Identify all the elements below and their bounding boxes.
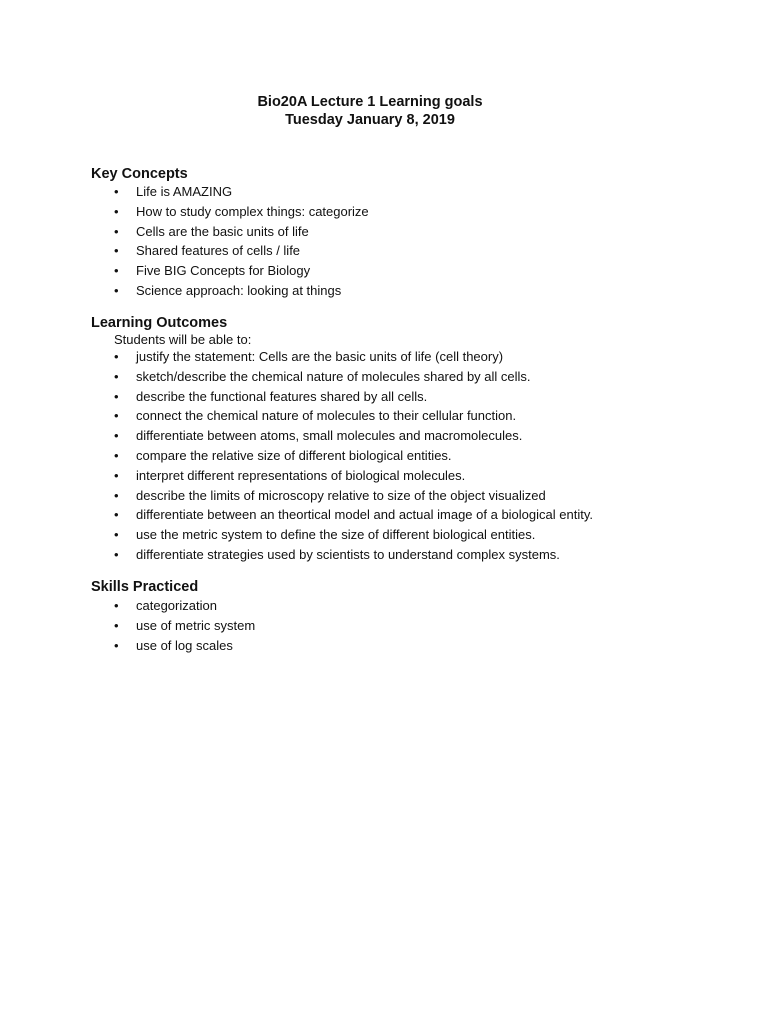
list-item: • differentiate strategies used by scientists to understand complex systems. <box>0 545 740 565</box>
skills-practiced-list <box>0 596 740 655</box>
list-item: • use of metric system <box>0 616 740 636</box>
bullet-icon: • <box>114 487 119 503</box>
bullet-icon: • <box>114 447 119 463</box>
bullet-icon: • <box>114 368 119 384</box>
list-item: • How to study complex things: categorize <box>0 202 740 222</box>
list-item: • use the metric system to define the size of different biological entities. <box>0 525 740 545</box>
list-item: • differentiate between an theortical model and actual image of a biological entity. <box>0 505 740 525</box>
bullet-icon: • <box>114 282 119 298</box>
bullet-icon: • <box>114 617 119 633</box>
list-item: • Five BIG Concepts for Biology <box>0 261 740 281</box>
bullet-icon: • <box>114 243 119 259</box>
list-item: • differentiate between atoms, small molecules and macromolecules. <box>0 426 740 446</box>
list-item: • describe the limits of microscopy relative to size of the object visualized <box>0 486 740 506</box>
bullet-icon: • <box>114 203 119 219</box>
list-item: • Shared features of cells / life <box>0 241 740 261</box>
bullet-icon: • <box>114 428 119 444</box>
list-item: • describe the functional features shared by all cells. <box>0 387 740 407</box>
document-title <box>0 93 740 129</box>
bullet-icon: • <box>114 349 119 364</box>
learning-outcomes-intro: Students will be able to: <box>114 332 252 347</box>
learning-outcomes-heading: Learning Outcomes <box>91 315 228 331</box>
bullet-icon: • <box>114 388 119 404</box>
list-item: • connect the chemical nature of molecules to their cellular function. <box>0 406 740 426</box>
bullet-icon: • <box>114 507 119 523</box>
title-line-1: Bio20A Lecture 1 Learning goals <box>257 94 483 110</box>
list-item: • Science approach: looking at things <box>0 281 740 301</box>
key-concepts-list <box>0 182 740 301</box>
key-concepts-heading: Key Concepts <box>91 166 188 182</box>
bullet-icon: • <box>114 546 119 562</box>
skills-practiced-heading: Skills Practiced <box>91 579 199 595</box>
bullet-icon: • <box>114 408 119 424</box>
title-line-2: Tuesday January 8, 2019 <box>285 112 455 128</box>
list-item: • Cells are the basic units of life <box>0 222 740 242</box>
list-item: • sketch/describe the chemical nature of molecules shared by all cells. <box>0 367 740 387</box>
list-item: • Life is AMAZING <box>0 182 740 202</box>
bullet-icon: • <box>114 263 119 279</box>
list-item: • interpret different representations of biological molecules. <box>0 466 740 486</box>
bullet-icon: • <box>114 223 119 239</box>
bullet-icon: • <box>114 598 119 613</box>
list-item: • use of log scales <box>0 636 740 656</box>
bullet-icon: • <box>114 637 119 653</box>
list-item: • categorization <box>0 596 740 616</box>
list-item: • justify the statement: Cells are the basic units of life (cell theory) <box>0 347 740 367</box>
bullet-icon: • <box>114 527 119 543</box>
bullet-icon: • <box>114 467 119 483</box>
bullet-icon: • <box>114 184 119 199</box>
list-item: • compare the relative size of different biological entities. <box>0 446 740 466</box>
learning-outcomes-list <box>0 347 740 565</box>
